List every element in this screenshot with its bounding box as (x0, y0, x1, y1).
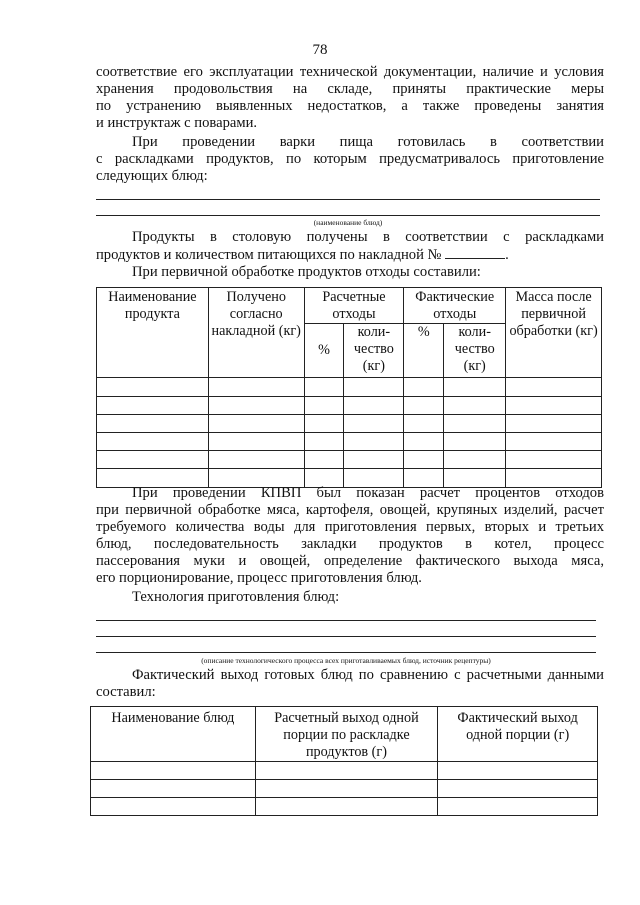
table-cell[interactable] (97, 433, 209, 451)
header-actual-quantity: коли-чество (кг) (444, 324, 506, 378)
table-cell[interactable] (208, 378, 304, 397)
header-actual-output: Фактический выход одной порции (г) (438, 707, 598, 762)
table-row (91, 762, 598, 780)
text-line: При проведении КПВП был показан расчет процентов отходов (132, 485, 604, 501)
dish-fill-line[interactable] (96, 215, 600, 216)
table-cell[interactable] (404, 415, 444, 433)
paragraph-inspection (96, 64, 604, 132)
table-cell[interactable] (404, 451, 444, 469)
text-line: блюд, последовательность закладки продуктов в котел, процесс (96, 536, 604, 552)
table-cell[interactable] (438, 798, 598, 816)
table-cell[interactable] (208, 397, 304, 415)
table-cell[interactable] (208, 433, 304, 451)
table-cell[interactable] (506, 451, 602, 469)
table-cell[interactable] (344, 451, 404, 469)
text-line: составил: (96, 684, 156, 700)
text-line: соответствие его эксплуатации технической документации, наличие и условия (96, 64, 604, 80)
paragraph-technology: Технология приготовления блюд: (132, 589, 340, 605)
table-cell[interactable] (304, 378, 344, 397)
technology-fill-line[interactable] (96, 620, 596, 621)
waste-table (96, 287, 602, 488)
text-line: при первичной обработке мяса, картофеля, овощей, крупяных изделий, расчет (96, 502, 604, 518)
text-line (96, 246, 604, 264)
text-fragment: продуктов и количеством питающихся по накладной № (96, 247, 442, 263)
table-cell[interactable] (97, 397, 209, 415)
table-cell[interactable] (444, 433, 506, 451)
dish-caption: (наименование блюд) (313, 218, 383, 227)
text-line: его порционирование, процесс приготовления блюд. (96, 570, 422, 586)
technology-fill-line[interactable] (96, 652, 596, 653)
table-row (91, 798, 598, 816)
table-cell[interactable] (91, 780, 256, 798)
output-table (90, 706, 598, 816)
page-number: 78 (312, 42, 328, 58)
invoice-number-blank[interactable] (445, 246, 505, 259)
table-cell[interactable] (404, 397, 444, 415)
table-cell[interactable] (506, 378, 602, 397)
paragraph-kpvp (96, 485, 604, 587)
paragraph-output (96, 667, 604, 701)
text-line: следующих блюд: (96, 168, 208, 184)
table-cell[interactable] (344, 378, 404, 397)
table-cell[interactable] (97, 378, 209, 397)
dish-fill-line[interactable] (96, 199, 600, 200)
text-line: с раскладками продуктов, по которым предусматривалось приготовление (96, 151, 604, 167)
table-cell[interactable] (255, 780, 438, 798)
text-line: требуемого количества воды для приготовления первых, вторых и третьих (96, 519, 604, 535)
text-line: и инструктаж с поварами. (96, 115, 258, 131)
table-cell[interactable] (438, 762, 598, 780)
header-dish: Наименование блюд (91, 707, 256, 762)
table-cell[interactable] (506, 433, 602, 451)
table-cell[interactable] (438, 780, 598, 798)
header-calc-quantity: коли-чество (кг) (344, 324, 404, 378)
table-row (97, 397, 602, 415)
table-cell[interactable] (255, 762, 438, 780)
text-line: При проведении варки пища готовилась в соответствии (132, 134, 604, 150)
table-cell[interactable] (444, 415, 506, 433)
header-received: Получено согласно накладной (кг) (208, 288, 304, 378)
technology-fill-line[interactable] (96, 636, 596, 637)
table-cell[interactable] (344, 433, 404, 451)
paragraph-cooking (96, 134, 604, 185)
table-row (91, 780, 598, 798)
table-cell[interactable] (444, 451, 506, 469)
table-cell[interactable] (404, 433, 444, 451)
table-row (97, 451, 602, 469)
table-cell[interactable] (404, 378, 444, 397)
text-line: Продукты в столовую получены в соответствии с раскладками (132, 229, 604, 245)
table-row (97, 378, 602, 397)
table-cell[interactable] (344, 397, 404, 415)
table-row (97, 433, 602, 451)
header-calc-output: Расчетный выход одной порции по раскладке продуктов (г) (255, 707, 438, 762)
table-cell[interactable] (506, 397, 602, 415)
technology-caption: (описание технологического процесса всех приготавливаемых блюд, источник рецептуры) (201, 656, 491, 665)
table-cell[interactable] (91, 762, 256, 780)
text-line: по устранению выявленных недостатков, а также проведены занятия (96, 98, 604, 114)
table-cell[interactable] (344, 415, 404, 433)
header-actual-percent: % (404, 324, 444, 378)
table-cell[interactable] (444, 397, 506, 415)
table-cell[interactable] (304, 451, 344, 469)
table-cell[interactable] (304, 433, 344, 451)
text-line: пассерования муки и овощей, определение фактического выхода мяса, (96, 553, 604, 569)
table-cell[interactable] (506, 415, 602, 433)
text-fragment: . (505, 247, 509, 263)
table-cell[interactable] (304, 415, 344, 433)
text-line: хранения продовольствия на складе, приняты практические меры (96, 81, 604, 97)
header-calc-waste: Расчетные отходы (304, 288, 404, 324)
table-cell[interactable] (208, 415, 304, 433)
paragraph-waste: При первичной обработке продуктов отходы составили: (132, 264, 481, 280)
header-calc-percent: % (304, 324, 344, 378)
table-cell[interactable] (97, 415, 209, 433)
table-row (97, 415, 602, 433)
table-cell[interactable] (91, 798, 256, 816)
header-mass: Масса после первичной обработки (кг) (506, 288, 602, 378)
text-line: Фактический выход готовых блюд по сравнению с расчетными данными (132, 667, 604, 683)
table-cell[interactable] (255, 798, 438, 816)
table-cell[interactable] (208, 451, 304, 469)
table-cell[interactable] (444, 378, 506, 397)
header-actual-waste: Фактические отходы (404, 288, 506, 324)
table-cell[interactable] (97, 451, 209, 469)
table-cell[interactable] (304, 397, 344, 415)
paragraph-delivery (96, 229, 604, 264)
header-product: Наименование продукта (97, 288, 209, 378)
